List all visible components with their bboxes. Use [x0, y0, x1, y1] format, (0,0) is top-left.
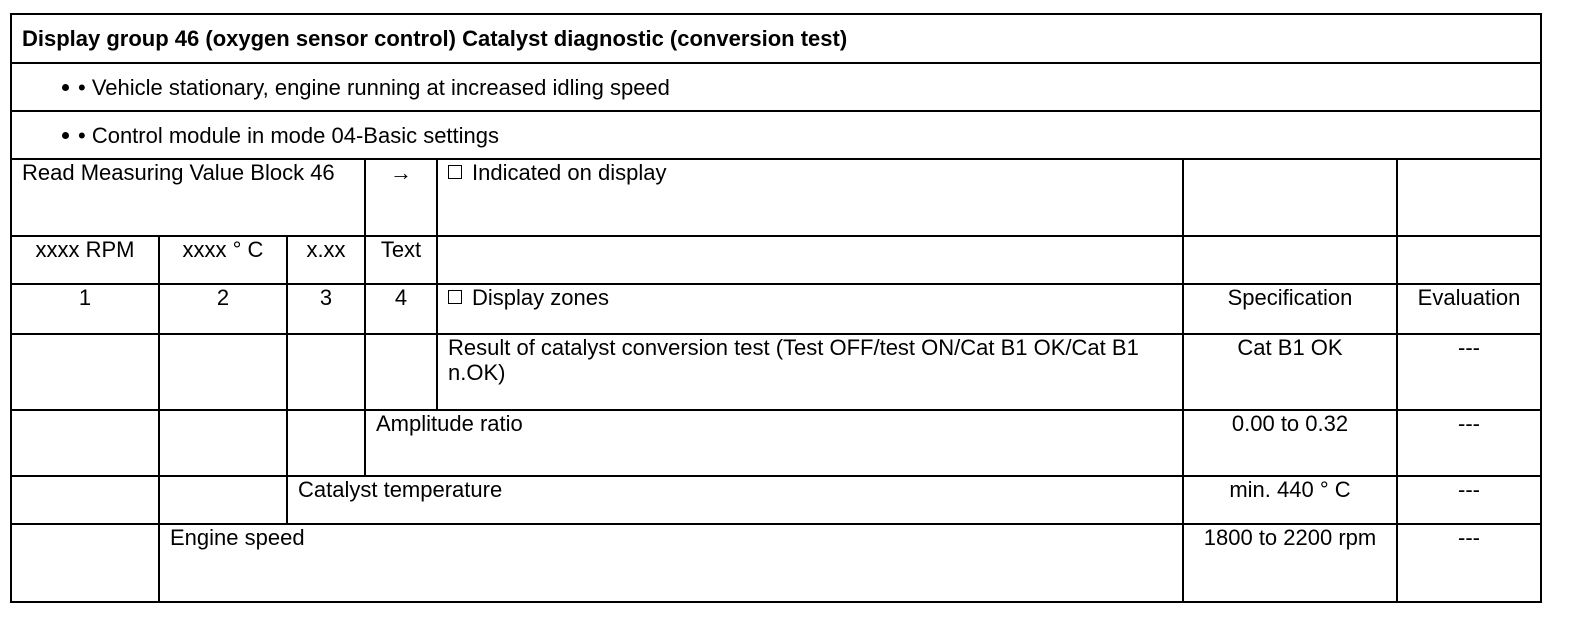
indicated-label: Indicated on display	[472, 160, 667, 185]
evaluation-header: Evaluation	[1397, 284, 1541, 334]
table-row	[11, 476, 1541, 524]
arrow-icon: →	[365, 159, 437, 236]
zone-number: 2	[159, 284, 287, 334]
zone-number: 1	[11, 284, 159, 334]
units-row	[11, 236, 1541, 284]
row-specification: min. 440 ° C	[1183, 476, 1397, 524]
table-row	[11, 524, 1541, 602]
unit-cell: Text	[365, 236, 437, 284]
row-evaluation: ---	[1397, 476, 1541, 524]
row-description: Amplitude ratio	[365, 410, 1183, 476]
row-description: Engine speed	[159, 524, 1183, 602]
row-description: Result of catalyst conversion test (Test OFF/test ON/Cat B1 OK/Cat B1 n.OK)	[437, 334, 1183, 410]
title-row	[11, 14, 1541, 63]
table-row	[11, 410, 1541, 476]
unit-cell: x.xx	[287, 236, 365, 284]
empty-cell	[1397, 236, 1541, 284]
condition-text: • Vehicle stationary, engine running at increased idling speed	[78, 74, 670, 100]
table-row	[11, 334, 1541, 410]
row-specification: 0.00 to 0.32	[1183, 410, 1397, 476]
checkbox-icon	[448, 290, 462, 304]
row-evaluation: ---	[1397, 410, 1541, 476]
row-evaluation: ---	[1397, 524, 1541, 602]
unit-cell: xxxx RPM	[11, 236, 159, 284]
display-group-table	[10, 13, 1542, 603]
bullet-icon	[62, 84, 69, 91]
empty-cell	[1397, 159, 1541, 236]
unit-cell: xxxx ° C	[159, 236, 287, 284]
row-description: Catalyst temperature	[287, 476, 1183, 524]
display-zones-label: Display zones	[472, 285, 609, 310]
empty-cell	[1183, 236, 1397, 284]
read-label: Read Measuring Value Block 46	[11, 159, 365, 236]
table-title: Display group 46 (oxygen sensor control) Catalyst diagnostic (conversion test)	[11, 14, 1541, 63]
zone-number: 4	[365, 284, 437, 334]
empty-cell	[1183, 159, 1397, 236]
specification-header: Specification	[1183, 284, 1397, 334]
empty-cell	[437, 236, 1183, 284]
row-evaluation: ---	[1397, 334, 1541, 410]
condition-row	[11, 111, 1541, 159]
condition-text: • Control module in mode 04-Basic settings	[78, 122, 500, 148]
row-specification: Cat B1 OK	[1183, 334, 1397, 410]
zones-row	[11, 284, 1541, 334]
condition-row	[11, 63, 1541, 111]
checkbox-icon	[448, 165, 462, 179]
row-specification: 1800 to 2200 rpm	[1183, 524, 1397, 602]
read-row	[11, 159, 1541, 236]
zone-number: 3	[287, 284, 365, 334]
bullet-icon	[62, 132, 69, 139]
